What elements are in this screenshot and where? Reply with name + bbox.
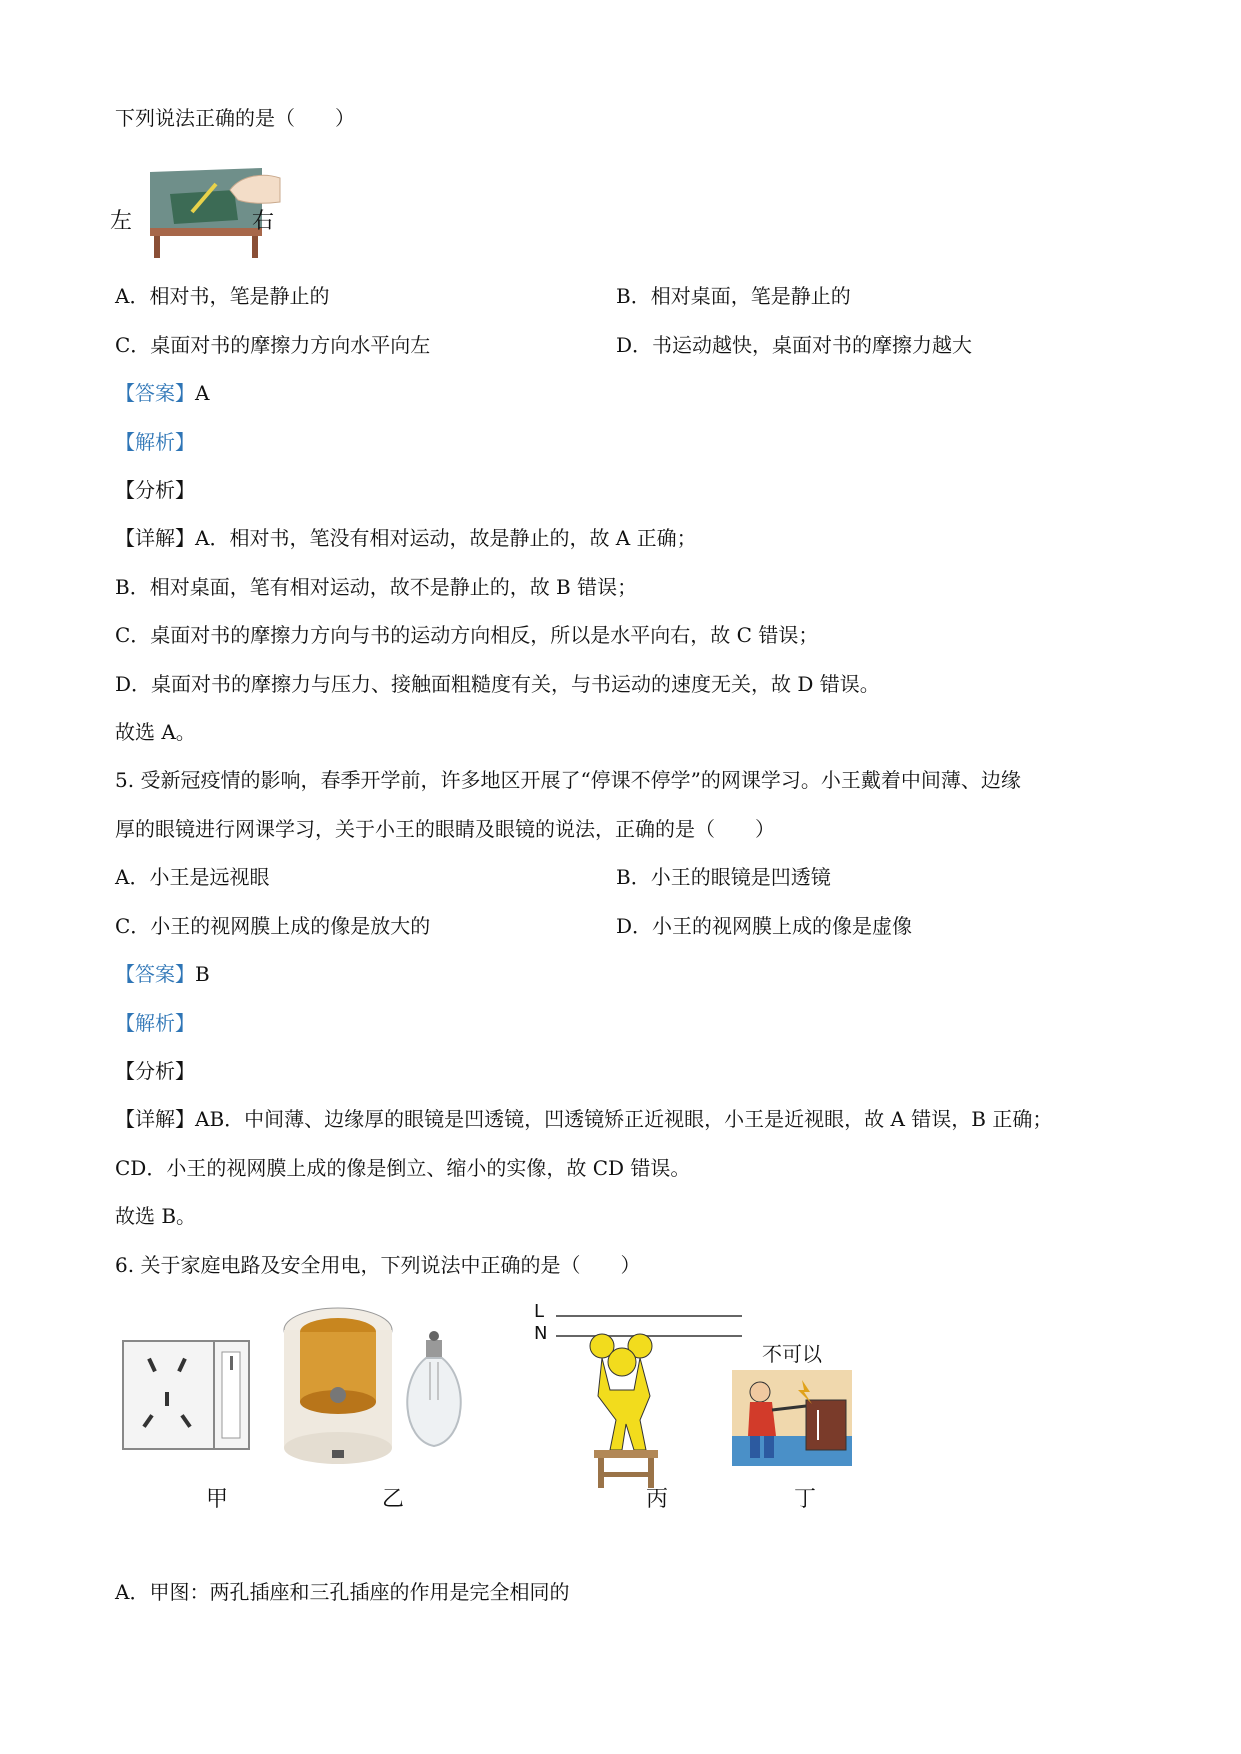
- detail-text: A．相对书，笔没有相对运动，故是静止的，故 A 正确；: [195, 526, 697, 550]
- q4-conclusion: 故选 A。: [115, 720, 196, 744]
- q4-answer-line: [115, 381, 209, 405]
- wire-l-label: L: [534, 1301, 545, 1322]
- answer-value: B: [195, 962, 210, 986]
- wire-n-label: N: [534, 1323, 548, 1344]
- answer-tag: 【答案】: [115, 381, 195, 405]
- q5-fenxi-tag: 【分析】: [115, 1059, 195, 1083]
- q5-jiexi-tag: 【解析】: [115, 1011, 195, 1035]
- q4-detail-line-4: D．桌面对书的摩擦力与压力、接触面粗糙度有关，与书运动的速度无关，故 D 错误。: [115, 672, 880, 696]
- q4-option-c: C．桌面对书的摩擦力方向水平向左: [115, 333, 431, 357]
- q6-stem: 6. 关于家庭电路及安全用电，下列说法中正确的是（ ）: [115, 1253, 641, 1277]
- q5-option-c: C．小王的视网膜上成的像是放大的: [115, 914, 431, 938]
- book-on-desk-figure: [112, 158, 282, 258]
- household-circuit-figure: [110, 1300, 870, 1540]
- q4-detail-line-1: [115, 526, 697, 550]
- q4-stem: 下列说法正确的是（ ）: [115, 106, 355, 130]
- figure-label-jia: 甲: [206, 1487, 229, 1512]
- answer-value: A: [195, 381, 210, 405]
- q5-detail-line-1: [115, 1107, 1052, 1131]
- q5-option-b: B．小王的眼镜是凹透镜: [616, 865, 831, 889]
- figure-label-yi: 乙: [382, 1487, 405, 1512]
- figure-label-bing: 丙: [646, 1487, 669, 1512]
- q5-stem-line-2: 厚的眼镜进行网课学习，关于小王的眼睛及眼镜的说法，正确的是（ ）: [115, 817, 775, 841]
- q4-detail-line-2: B．相对桌面，笔有相对运动，故不是静止的，故 B 错误；: [115, 575, 638, 599]
- q5-option-a: A．小王是远视眼: [115, 865, 270, 889]
- lamp-holder-and-bulb-icon: [278, 1300, 518, 1480]
- xiangjie-tag: 【详解】: [115, 526, 195, 550]
- q4-option-d: D．书运动越快，桌面对书的摩擦力越大: [616, 333, 973, 357]
- xiangjie-tag: 【详解】: [115, 1107, 195, 1131]
- q5-detail-line-2: CD．小王的视网膜上成的像是倒立、缩小的实像，故 CD 错误。: [115, 1156, 691, 1180]
- q5-conclusion: 故选 B。: [115, 1204, 197, 1228]
- q4-fenxi-tag: 【分析】: [115, 478, 195, 502]
- figure-label-ding: 丁: [794, 1487, 817, 1512]
- left-direction-label: 左: [110, 209, 133, 234]
- q4-detail-line-3: C．桌面对书的摩擦力方向与书的运动方向相反，所以是水平向右，故 C 错误；: [115, 623, 819, 647]
- answer-tag: 【答案】: [115, 962, 195, 986]
- q5-answer-line: [115, 962, 210, 986]
- q5-option-d: D．小王的视网膜上成的像是虚像: [616, 914, 913, 938]
- q5-stem-line-1: 5. 受新冠疫情的影响，春季开学前，许多地区开展了“停课不停学”的网课学习。小王戴着中间薄、边缘: [115, 768, 1021, 792]
- child-poking-socket-icon: [732, 1370, 852, 1466]
- right-direction-label: 右: [252, 209, 275, 234]
- warning-caption: 不可以: [762, 1342, 822, 1366]
- q4-jiexi-tag: 【解析】: [115, 430, 195, 454]
- detail-text: AB．中间薄、边缘厚的眼镜是凹透镜，凹透镜矫正近视眼，小王是近视眼，故 A 错误，B 正确；: [195, 1107, 1053, 1131]
- q6-option-a: A．甲图：两孔插座和三孔插座的作用是完全相同的: [115, 1580, 570, 1604]
- q4-option-a: A．相对书，笔是静止的: [115, 284, 330, 308]
- book-pen-desk-illustration: [112, 158, 282, 258]
- q4-option-b: B．相对桌面，笔是静止的: [616, 284, 851, 308]
- wall-socket-icon: [122, 1340, 250, 1450]
- person-touching-wires-icon: [528, 1300, 748, 1490]
